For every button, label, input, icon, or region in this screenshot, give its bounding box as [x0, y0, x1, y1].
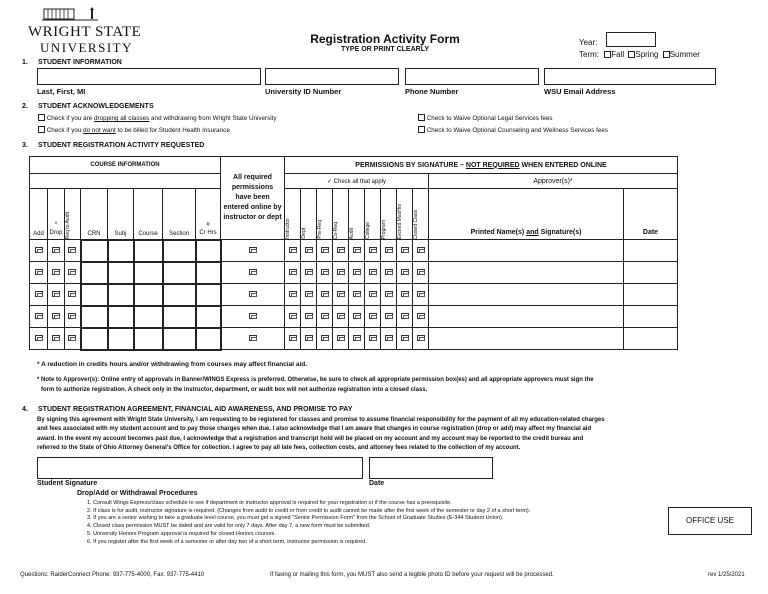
approver-signature-input[interactable]: [429, 328, 624, 350]
approver-signature-input[interactable]: [429, 306, 624, 328]
procedure-item: 4. Closed class permission MUST be dated and are valid for only 7 days. After day 7, a new form must be submitted.: [87, 523, 371, 530]
approver-note: * Note to Approver(s): Online entry of approvals in Banner/WINGS Express is preferred. Otherwise, be sure to check all appropriate permission box(es) and all appropriate approvers must sign the form to authorize registration. A check only in the instructor, department, or audit box will not authorize registration into a closed class.: [37, 377, 594, 393]
add-cell: [30, 284, 48, 306]
perm-dept-checkbox[interactable]: [305, 269, 313, 275]
approver-date-input[interactable]: [624, 284, 678, 306]
perm-audit-checkbox[interactable]: [353, 313, 361, 319]
all-required-cell: [221, 328, 285, 350]
section-input[interactable]: [163, 284, 196, 306]
req-audit-checkbox[interactable]: [68, 313, 76, 319]
procedure-item: 6. If you register after the first week of a semester or after day two of a short term, instructor permission is required.: [87, 538, 367, 545]
email-label: WSU Email Address: [544, 87, 616, 96]
perm-instructor-cell: [285, 306, 301, 328]
section3-number: 3.: [22, 142, 28, 149]
perm-program-cell: [381, 240, 397, 262]
waive-counseling: Check to Waive Optional Counseling and Wellness Services fees: [418, 126, 608, 134]
footer-faxing: If faxing or mailing this form, you MUST also send a legible photo ID before your request will be processed.: [270, 572, 554, 578]
procedure-item: 5. University Honors Program approval is required for closed Honors courses.: [87, 530, 276, 537]
summer-checkbox[interactable]: [663, 51, 670, 58]
req-audit-cell: [65, 240, 81, 262]
approver-date-input[interactable]: [624, 306, 678, 328]
form-subtitle: TYPE OR PRINT CLEARLY: [340, 46, 430, 53]
add-checkbox[interactable]: [35, 291, 43, 297]
term-label: Term:: [579, 50, 599, 59]
perm-prereq-checkbox[interactable]: [321, 313, 329, 319]
perm-col-dept: Dept: [301, 189, 317, 240]
procedure-item: 3. If you are a senior wishing to take a graduate level course, you must get a signed "Senior Permission Form" from the School of Graduate Studies (E-344 Student Union).: [87, 515, 504, 522]
perm-exceed-maxhrs-cell: [397, 306, 413, 328]
perm-prereq-cell: [317, 284, 333, 306]
phone-input[interactable]: [405, 68, 539, 85]
perm-instructor-checkbox[interactable]: [289, 269, 297, 275]
footer-questions: Questions: RaiderConnect Phone: 937-775-4000, Fax: 937-775-4410: [20, 572, 205, 578]
date-col-header: Date: [624, 189, 678, 240]
section-input[interactable]: [163, 306, 196, 328]
perm-col-closed-class: Closed Class: [413, 189, 429, 240]
course-info-header: COURSE INFORMATION: [30, 157, 221, 174]
add-checkbox[interactable]: [35, 247, 43, 253]
perm-prereq-cell: [317, 262, 333, 284]
add-checkbox[interactable]: [35, 335, 43, 341]
drop-cell: [48, 328, 65, 350]
crn-input[interactable]: [81, 240, 108, 262]
perm-program-checkbox[interactable]: [385, 247, 393, 253]
section-input[interactable]: [163, 240, 196, 262]
cr-hrs-input[interactable]: [196, 240, 221, 262]
cr-hrs-input[interactable]: [196, 328, 221, 350]
perm-coreq-cell: [333, 284, 349, 306]
all-required-cell: [221, 284, 285, 306]
table-row: [30, 240, 678, 262]
perm-prereq-cell: [317, 306, 333, 328]
perm-exceed-maxhrs-checkbox[interactable]: [401, 291, 409, 297]
subj-input[interactable]: [108, 240, 134, 262]
perm-closed-class-checkbox[interactable]: [417, 269, 425, 275]
perm-audit-checkbox[interactable]: [353, 269, 361, 275]
approver-date-input[interactable]: [624, 240, 678, 262]
perm-exceed-maxhrs-cell: [397, 328, 413, 350]
perm-dept-checkbox[interactable]: [305, 247, 313, 253]
perm-coreq-checkbox[interactable]: [337, 247, 345, 253]
perm-program-cell: [381, 284, 397, 306]
perm-college-cell: [365, 306, 381, 328]
all-required-checkbox[interactable]: [249, 247, 257, 253]
req-audit-cell: [65, 262, 81, 284]
spring-label: Spring: [635, 50, 659, 59]
perm-coreq-cell: [333, 328, 349, 350]
perm-closed-class-cell: [413, 284, 429, 306]
all-required-cell: [221, 262, 285, 284]
perm-coreq-checkbox[interactable]: [337, 269, 345, 275]
perm-college-cell: [365, 284, 381, 306]
approver-signature-input[interactable]: [429, 284, 624, 306]
crn-input[interactable]: [81, 262, 108, 284]
crn-input[interactable]: [81, 306, 108, 328]
perm-instructor-checkbox[interactable]: [289, 247, 297, 253]
all-required-cell: [221, 306, 285, 328]
footer-revision: rev 1/25/2021: [708, 572, 745, 578]
drop-checkbox[interactable]: [52, 313, 60, 319]
section4-number: 4.: [22, 406, 28, 413]
ack-health-insurance: Check if you do not want to be billed for Student Health Insurance: [38, 126, 230, 134]
perm-coreq-checkbox[interactable]: [337, 313, 345, 319]
add-cell: [30, 328, 48, 350]
subj-input[interactable]: [108, 262, 134, 284]
office-use-box: OFFICE USE: [668, 507, 752, 535]
col-section: Section: [163, 189, 196, 240]
perm-col-coreq: Co-Req: [333, 189, 349, 240]
perm-col-exceed-maxhrs: Exceed MaxHrs: [397, 189, 413, 240]
approver-date-input[interactable]: [624, 262, 678, 284]
drop-cell: [48, 240, 65, 262]
perm-college-cell: [365, 262, 381, 284]
ack-drop-all: Check if you are dropping all classes and withdrawing from Wright State University: [38, 114, 277, 122]
perm-dept-checkbox[interactable]: [305, 313, 313, 319]
section1-heading: STUDENT INFORMATION: [38, 59, 122, 66]
summer-label: Summer: [669, 50, 700, 59]
perm-program-cell: [381, 306, 397, 328]
drop-checkbox[interactable]: [52, 291, 60, 297]
health-insurance-checkbox[interactable]: [38, 126, 45, 133]
section-input[interactable]: [163, 328, 196, 350]
perm-closed-class-checkbox[interactable]: [417, 313, 425, 319]
add-cell: [30, 306, 48, 328]
perm-exceed-maxhrs-cell: [397, 262, 413, 284]
logo-subline: UNIVERSITY: [40, 40, 133, 55]
table-row: [30, 306, 678, 328]
req-audit-cell: [65, 328, 81, 350]
col-add: Add: [30, 189, 48, 240]
add-cell: [30, 262, 48, 284]
perm-col-program: Program: [381, 189, 397, 240]
add-cell: [30, 240, 48, 262]
drop-cell: [48, 262, 65, 284]
perm-dept-cell: [301, 284, 317, 306]
name-input[interactable]: [37, 68, 261, 85]
perm-prereq-checkbox[interactable]: [321, 247, 329, 253]
perm-closed-class-checkbox[interactable]: [417, 291, 425, 297]
perm-instructor-checkbox[interactable]: [289, 335, 297, 341]
perm-audit-cell: [349, 284, 365, 306]
perm-college-checkbox[interactable]: [369, 313, 377, 319]
procedure-item: 1. Consult Wings Express/class schedule to see if department or instructor approval is required for your registration or if the course has a prerequisite.: [87, 500, 452, 506]
perm-prereq-cell: [317, 328, 333, 350]
perm-exceed-maxhrs-cell: [397, 240, 413, 262]
perm-instructor-checkbox[interactable]: [289, 313, 297, 319]
cr-hrs-input[interactable]: [196, 306, 221, 328]
course-input[interactable]: [134, 262, 163, 284]
university-building-logo: [42, 6, 98, 22]
university-id-label: University ID Number: [265, 87, 342, 96]
perm-dept-cell: [301, 240, 317, 262]
perm-col-prereq: Pre-Req: [317, 189, 333, 240]
perm-coreq-checkbox[interactable]: [337, 335, 345, 341]
perm-closed-class-cell: [413, 306, 429, 328]
perm-coreq-cell: [333, 240, 349, 262]
perm-coreq-cell: [333, 262, 349, 284]
perm-col-instructor: Instructor: [285, 189, 301, 240]
col-cr-hrs: # Cr Hrs: [196, 189, 221, 240]
perm-college-checkbox[interactable]: [369, 291, 377, 297]
course-input[interactable]: [134, 306, 163, 328]
section2-heading: STUDENT ACKNOWLEDGEMENTS: [38, 103, 154, 110]
printed-names-header: Printed Name(s) and Signature(s): [429, 189, 624, 240]
perm-exceed-maxhrs-checkbox[interactable]: [401, 269, 409, 275]
perm-audit-cell: [349, 240, 365, 262]
perm-audit-cell: [349, 328, 365, 350]
perm-coreq-cell: [333, 306, 349, 328]
perm-audit-cell: [349, 306, 365, 328]
req-audit-cell: [65, 284, 81, 306]
col-crn: CRN: [81, 189, 108, 240]
procedures-list: [87, 500, 530, 546]
term-row: [579, 50, 700, 59]
crn-input[interactable]: [81, 284, 108, 306]
perm-dept-cell: [301, 306, 317, 328]
req-audit-checkbox[interactable]: [68, 291, 76, 297]
name-field-label: Last, First, MI: [37, 87, 86, 96]
signature-date-label: Date: [369, 480, 385, 487]
perm-dept-checkbox[interactable]: [305, 335, 313, 341]
section2-number: 2.: [22, 103, 28, 110]
req-audit-checkbox[interactable]: [68, 247, 76, 253]
perm-college-cell: [365, 328, 381, 350]
section-input[interactable]: [163, 262, 196, 284]
all-required-header: All required permissions have been entered online by instructor or dept: [221, 157, 285, 240]
drop-checkbox[interactable]: [52, 269, 60, 275]
all-required-checkbox[interactable]: [249, 335, 257, 341]
req-audit-cell: [65, 306, 81, 328]
all-required-checkbox[interactable]: [249, 269, 257, 275]
perm-exceed-maxhrs-cell: [397, 284, 413, 306]
year-input[interactable]: [606, 32, 656, 47]
section3-heading: STUDENT REGISTRATION ACTIVITY REQUESTED: [38, 142, 205, 149]
drop-checkbox[interactable]: [52, 247, 60, 253]
course-input[interactable]: [134, 240, 163, 262]
perm-closed-class-checkbox[interactable]: [417, 247, 425, 253]
perm-program-checkbox[interactable]: [385, 313, 393, 319]
perm-dept-checkbox[interactable]: [305, 291, 313, 297]
subj-input[interactable]: [108, 284, 134, 306]
agreement-paragraph: By signing this agreement with Wright State University, I am requesting to be registered for classes and promise to assume financial responsibility for the payment of all my education-related charges and fees associated with my student account and to pay those charges when due. I also acknowledge that I am aware that changes in course registration (drop or add) may affect my financial aid award. In the event my account becomes past due, I acknowledge that a registration and transcript hold will be placed on my account and my account may be reported to the credit bureau and referred to the State of Ohio Attorney General's Office for collection. I agree to pay all late fees, collection costs, and attorney fees related to the collection of my account.: [37, 417, 605, 452]
perm-closed-class-cell: [413, 328, 429, 350]
perm-instructor-cell: [285, 240, 301, 262]
section4-heading: STUDENT REGISTRATION AGREEMENT, FINANCIAL AID AWARENESS, AND PROMISE TO PAY: [38, 406, 353, 413]
student-signature-input[interactable]: [37, 457, 363, 479]
drop-all-checkbox[interactable]: [38, 114, 45, 121]
check-all-label: ✓ Check all that apply: [285, 174, 429, 189]
perm-dept-cell: [301, 262, 317, 284]
perm-prereq-checkbox[interactable]: [321, 269, 329, 275]
table-row: [30, 284, 678, 306]
perm-closed-class-cell: [413, 262, 429, 284]
course-input[interactable]: [134, 284, 163, 306]
course-input[interactable]: [134, 328, 163, 350]
all-required-checkbox[interactable]: [249, 313, 257, 319]
student-signature-label: Student Signature: [37, 480, 98, 487]
col-req-audit: Req to Audit: [65, 189, 81, 240]
perm-col-audit: Audit: [349, 189, 365, 240]
perm-audit-cell: [349, 262, 365, 284]
table-row: [30, 262, 678, 284]
perm-closed-class-checkbox[interactable]: [417, 335, 425, 341]
section1-number: 1.: [22, 59, 28, 66]
add-checkbox[interactable]: [35, 313, 43, 319]
req-audit-checkbox[interactable]: [68, 269, 76, 275]
crn-input[interactable]: [81, 328, 108, 350]
procedure-item: 2. If class is for audit, instructor signature is required. (Changes from audit to credit or from credit to audit cannot be made after the first week of the semester or day 2 of a short term).: [87, 507, 531, 514]
email-input[interactable]: [544, 68, 716, 85]
registration-table: [29, 156, 678, 351]
req-audit-checkbox[interactable]: [68, 335, 76, 341]
perm-college-checkbox[interactable]: [369, 269, 377, 275]
perm-instructor-cell: [285, 328, 301, 350]
approver-signature-input[interactable]: [429, 240, 624, 262]
perm-prereq-cell: [317, 240, 333, 262]
phone-label: Phone Number: [405, 87, 459, 96]
cr-hrs-input[interactable]: [196, 262, 221, 284]
signature-date-input[interactable]: [369, 457, 493, 479]
approver-header: Approver(s)*: [429, 174, 678, 189]
drop-cell: [48, 284, 65, 306]
procedures-heading: Drop/Add or Withdrawal Procedures: [77, 490, 198, 497]
reduction-note: * A reduction in credits hours and/or withdrawing from courses may affect financial aid.: [37, 361, 308, 368]
perm-exceed-maxhrs-checkbox[interactable]: [401, 335, 409, 341]
logo-wordmark: WRIGHT STATE: [28, 24, 142, 40]
perm-exceed-maxhrs-checkbox[interactable]: [401, 313, 409, 319]
fall-label: Fall: [611, 50, 625, 59]
subj-input[interactable]: [108, 306, 134, 328]
col-subj: Subj: [108, 189, 134, 240]
col-course: Course: [134, 189, 163, 240]
perm-prereq-checkbox[interactable]: [321, 291, 329, 297]
perm-college-cell: [365, 240, 381, 262]
table-row: [30, 328, 678, 350]
perm-coreq-checkbox[interactable]: [337, 291, 345, 297]
perm-audit-checkbox[interactable]: [353, 291, 361, 297]
subj-input[interactable]: [108, 328, 134, 350]
perm-college-checkbox[interactable]: [369, 247, 377, 253]
perm-audit-checkbox[interactable]: [353, 247, 361, 253]
drop-checkbox[interactable]: [52, 335, 60, 341]
perm-program-checkbox[interactable]: [385, 291, 393, 297]
perm-dept-cell: [301, 328, 317, 350]
waive-counseling-checkbox[interactable]: [418, 126, 425, 133]
all-required-cell: [221, 240, 285, 262]
drop-cell: [48, 306, 65, 328]
cr-hrs-input[interactable]: [196, 284, 221, 306]
perm-audit-checkbox[interactable]: [353, 335, 361, 341]
year-label: Year:: [579, 38, 598, 47]
perm-instructor-cell: [285, 262, 301, 284]
university-id-input[interactable]: [265, 68, 399, 85]
permissions-header: PERMISSIONS BY SIGNATURE – NOT REQUIRED WHEN ENTERED ONLINE: [285, 157, 678, 174]
perm-col-college: College: [365, 189, 381, 240]
form-title: Registration Activity Form: [310, 32, 460, 46]
waive-legal: Check to Waive Optional Legal Services fees: [418, 114, 553, 122]
perm-prereq-checkbox[interactable]: [321, 335, 329, 341]
perm-college-checkbox[interactable]: [369, 335, 377, 341]
approver-signature-input[interactable]: [429, 262, 624, 284]
perm-program-checkbox[interactable]: [385, 335, 393, 341]
col-drop: * Drop: [48, 189, 65, 240]
approver-date-input[interactable]: [624, 328, 678, 350]
perm-exceed-maxhrs-checkbox[interactable]: [401, 247, 409, 253]
all-required-checkbox[interactable]: [249, 291, 257, 297]
waive-legal-checkbox[interactable]: [418, 114, 425, 121]
perm-closed-class-cell: [413, 240, 429, 262]
add-checkbox[interactable]: [35, 269, 43, 275]
perm-program-cell: [381, 262, 397, 284]
perm-instructor-checkbox[interactable]: [289, 291, 297, 297]
perm-program-cell: [381, 328, 397, 350]
course-info-blank: [30, 174, 221, 189]
perm-program-checkbox[interactable]: [385, 269, 393, 275]
perm-instructor-cell: [285, 284, 301, 306]
